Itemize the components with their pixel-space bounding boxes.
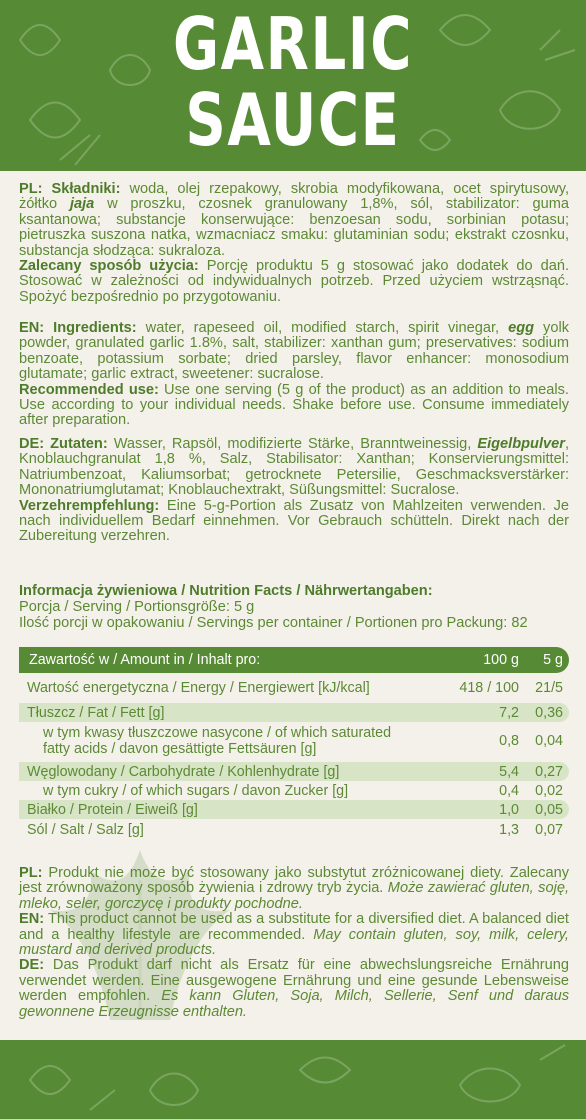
ingredients-de	[19, 437, 569, 545]
warning-pl-text: Produkt nie może być stosowany jako substytut zróżnicowanej diety. Zalecany jest zrównoważony sposób żywienia i zdrowy tryb życia.	[19, 865, 569, 897]
use-de-text: Eine 5-g-Portion als Zusatz von Mahlzeiten verwenden. Je nach individuellem Bedarf einnehmen. Vor Gebrauch schütteln. Direkt nach der Zubereitung verzehren.	[19, 497, 569, 545]
row-label: Tłuszcz / Fat / Fett [g]	[27, 704, 165, 721]
row-value-100g: 5,4	[499, 763, 519, 780]
table-row	[19, 819, 569, 841]
header-label: Zawartość w / Amount in / Inhalt pro:	[29, 652, 261, 668]
nutrition-table	[19, 647, 569, 841]
row-value-100g: 0,8	[499, 733, 519, 749]
nutrition-heading: Informacja żywieniowa / Nutrition Facts / Nährwertangaben:	[19, 583, 433, 599]
row-value-5g: 0,36	[535, 704, 563, 721]
use-de-label: Verzehrempfehlung:	[19, 497, 160, 514]
warning-de-allergens: Es kann Gluten, Soja, Milch, Sellerie, Senf und daraus gewonnene Erzeugnisse enthalten.	[19, 988, 569, 1020]
row-value-100g: 1,3	[499, 822, 519, 838]
row-value-5g: 0,05	[535, 801, 563, 818]
serving-size: Porcja / Serving / Portionsgröße: 5 g	[19, 599, 255, 615]
row-value-100g: 0,4	[499, 782, 519, 799]
header-col-5g: 5 g	[543, 652, 563, 668]
nutrition-table-header	[19, 647, 569, 673]
ingredients-de-text2: , Knoblauchgranulat 1,8 %, Salz, Stabilisator: Xanthan; Konservierungsmittel: Natriumbenzoat, Kaliumsorbat; getrocknete Petersilie, Geschmacksverstärker: Mononatriumglutamat; Knoblauchextrakt, Süßungsmittel: Sucralose.	[19, 436, 569, 499]
table-row	[19, 781, 569, 800]
ingredients-en	[19, 321, 569, 429]
warning-de-text: Das Produkt darf nicht als Ersatz für eine abwechslungsreiche Ernährung verwendet werden. Eine ausgewogene Ernährung und eine gesunde Lebensweise werden empfohlen.	[19, 957, 569, 1005]
title-line-1: GARLIC	[172, 2, 414, 86]
table-row	[19, 675, 569, 701]
ingredients-en-text1: water, rapeseed oil, modified starch, spirit vinegar,	[136, 320, 509, 336]
ingredients-pl-text1: woda, olej rzepakowy, skrobia modyfikowana, ocet spirytusowy, żółtko	[19, 181, 569, 213]
header-col-100g: 100 g	[483, 652, 519, 668]
use-en-label: Recommended use:	[19, 381, 159, 398]
row-label: Sól / Salt / Salz [g]	[27, 822, 144, 838]
warning-pl-label: PL:	[19, 865, 43, 881]
row-value-5g: 0,02	[535, 782, 563, 799]
warning-en-text: This product cannot be used as a substitute for a diversified diet. A balanced diet and a healthy lifestyle are recommended.	[19, 911, 569, 943]
ingredients-pl	[19, 182, 569, 305]
use-pl-label: Zalecany sposób użycia:	[19, 258, 199, 275]
servings-per-container: Ilość porcji w opakowaniu / Servings per container / Portionen pro Packung: 82	[19, 615, 528, 631]
garlic-doodle-pattern-icon	[0, 1040, 586, 1119]
footer-banner	[0, 1040, 586, 1119]
ingredients-pl-label: PL: Składniki:	[19, 181, 121, 197]
row-value-5g: 0,07	[535, 822, 563, 838]
row-value-5g: 21/5	[535, 680, 563, 696]
ingredients-pl-text2: w proszku, czosnek granulowany 1,8%, sól, stabilizator: guma ksantanowa; substancje konserwujące: benzoesan sodu, sorbinian potasu; pietruszka suszona natka, wzmacniacz smaku: glutaminian sodu; ekstrakt czosnku, substancja słodząca: sukraloza.	[19, 196, 570, 259]
row-label: w tym cukry / of which sugars / davon Zucker [g]	[43, 782, 349, 799]
header-banner	[0, 0, 586, 171]
use-pl-text: Porcję produktu 5 g stosować jako dodatek do dań. Stosować w zależności od indywidualnych potrzeb. Przed użyciem wstrząsnąć. Spożyć bezpośrednio po przygotowaniu.	[19, 258, 569, 305]
ingredients-de-allergen: Eigelbpulver	[477, 436, 565, 452]
row-label: Wartość energetyczna / Energy / Energiewert [kJ/kcal]	[27, 680, 370, 696]
table-row	[19, 762, 569, 781]
warning-en-label: EN:	[19, 911, 45, 928]
ingredients-de-label: DE: Zutaten:	[19, 436, 108, 452]
row-value-100g: 7,2	[499, 704, 519, 721]
warning-de-label: DE:	[19, 957, 45, 974]
row-value-100g: 1,0	[499, 801, 519, 818]
row-label: w tym kwasy tłuszczowe nasycone / of which saturated fatty acids / davon gesättigte Fettsäuren [g]	[43, 725, 392, 757]
ingredients-de-text1: Wasser, Rapsöl, modifizierte Stärke, Branntweinessig,	[107, 436, 478, 452]
table-row	[19, 703, 569, 722]
product-title	[64, 2, 521, 162]
row-value-5g: 0,04	[535, 733, 563, 749]
row-label: Białko / Protein / Eiweiß [g]	[27, 801, 198, 818]
row-value-100g: 418 / 100	[459, 680, 519, 696]
ingredients-en-text2: yolk powder, granulated garlic 1.8%, salt, stabilizer: xanthan gum; preservatives: sodium benzoate, potassium sorbate; dried parsley, flavor enhancer: monosodium glutamate; garlic extract, sweetener: sucralose.	[19, 320, 570, 383]
warning-en-allergens: May contain gluten, soy, milk, celery, mustard and derived products.	[19, 926, 569, 959]
warnings	[19, 866, 569, 1020]
nutrition-heading-block	[19, 583, 579, 631]
title-line-2: SAUCE	[185, 78, 401, 162]
table-row	[19, 800, 569, 819]
row-label: Węglowodany / Carbohydrate / Kohlenhydrate [g]	[27, 763, 340, 780]
ingredients-en-label: EN: Ingredients:	[19, 320, 137, 336]
ingredients-en-allergen: egg	[508, 320, 535, 336]
warning-pl-allergens: Może zawierać gluten, soję, mleko, seler, gorczycę i produkty pochodne.	[19, 880, 569, 912]
ingredients-pl-allergen: jaja	[69, 196, 95, 213]
row-value-5g: 0,27	[535, 763, 563, 780]
use-en-text: Use one serving (5 g of the product) as an addition to meals. Use according to your individual needs. Shake before use. Consume immediately after preparation.	[19, 381, 569, 429]
table-row	[19, 722, 569, 760]
